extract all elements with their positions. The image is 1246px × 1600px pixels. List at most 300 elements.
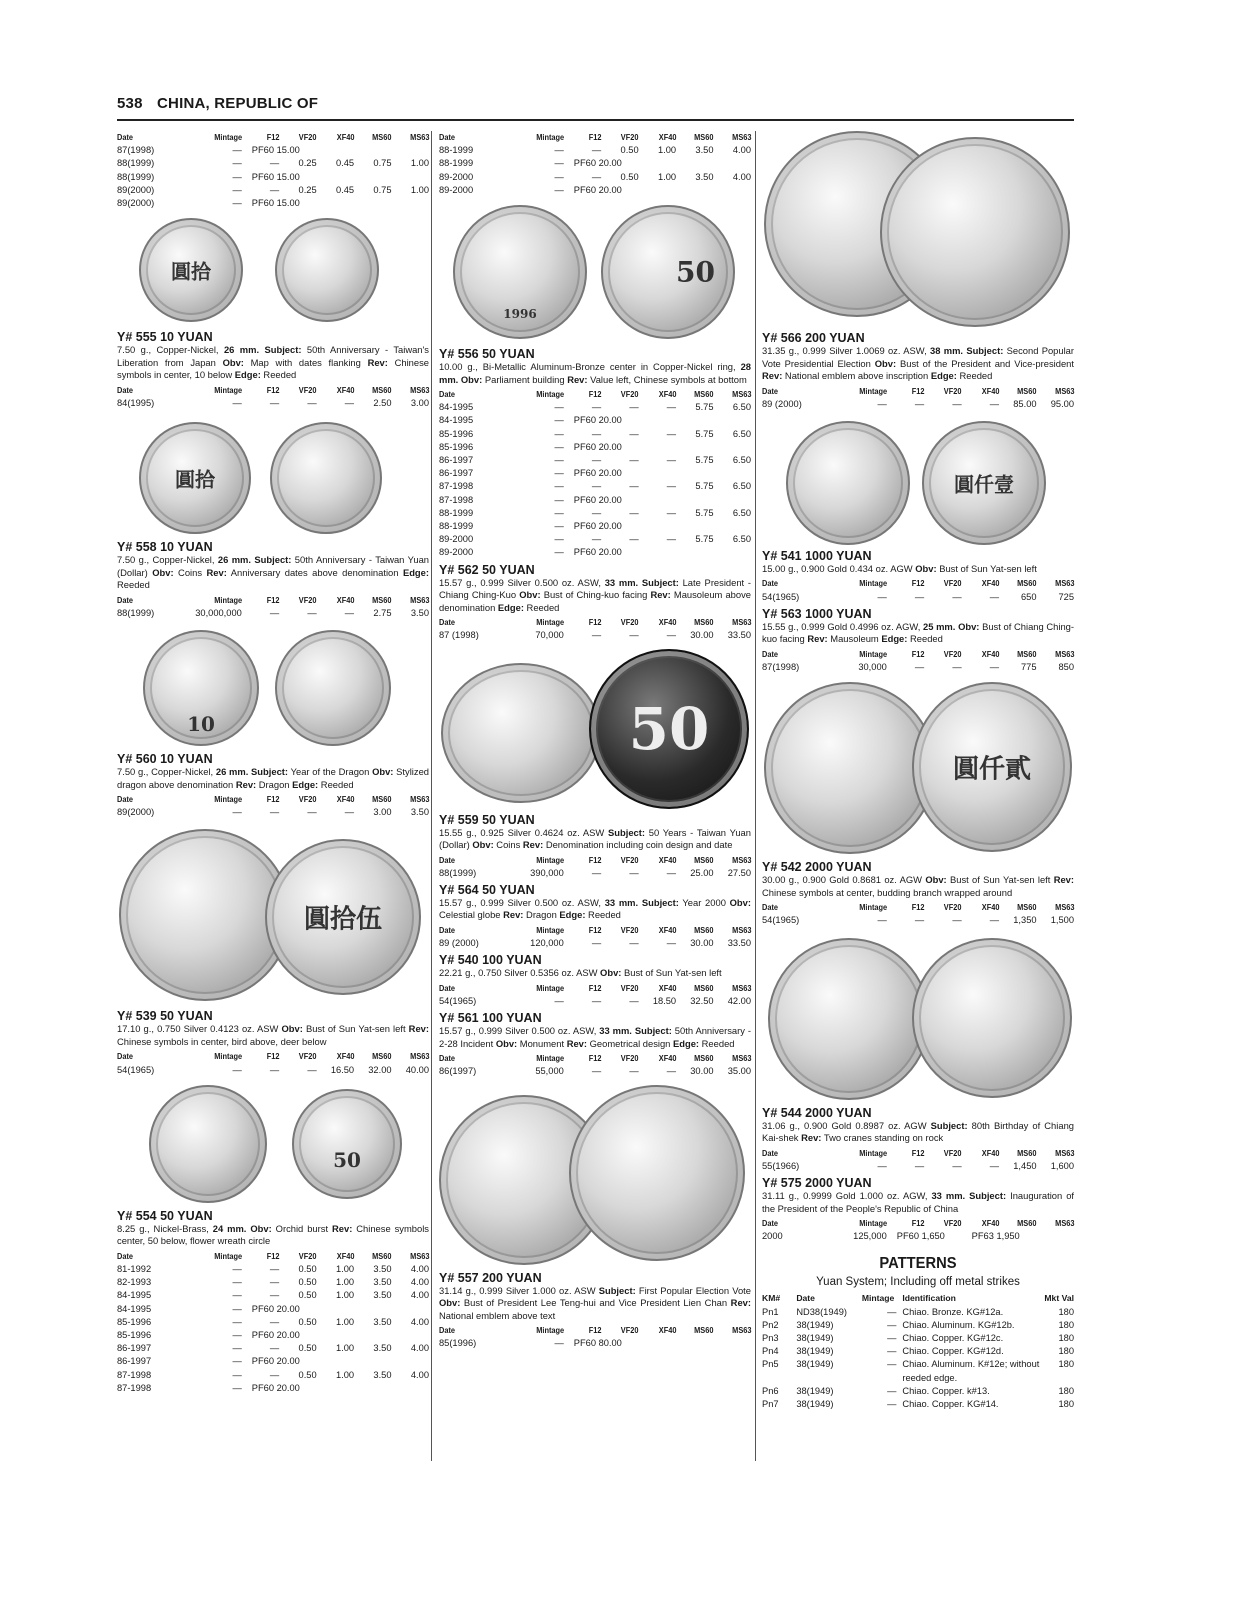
mintage-table [117, 131, 429, 210]
coin-entry-y544 [762, 934, 1074, 1173]
table-cell: 0.25 [298, 158, 317, 169]
entry-title: Y# 555 10 YUAN [117, 330, 213, 345]
table-cell: 3.50 [373, 1277, 392, 1288]
table-cell: 89 (2000) [439, 938, 479, 949]
table-cell: 88-1999 [439, 145, 474, 156]
table-cell: 120,000 [530, 938, 564, 949]
column-header: MS60 [372, 594, 392, 605]
column-header: MS63 [409, 594, 429, 605]
table-cell: 88-1999 [439, 507, 474, 518]
table-row [439, 867, 751, 880]
table-cell: 2.75 [373, 607, 392, 618]
table-cell: 4.00 [732, 145, 751, 156]
table-cell: — [629, 996, 639, 1007]
table-cell: — [554, 481, 564, 492]
column-header: F12 [588, 1325, 602, 1336]
column-header: VF20 [943, 902, 962, 913]
table-cell: 30.00 [690, 630, 714, 641]
table-cell: 55,000 [535, 1066, 564, 1077]
table-row [439, 937, 751, 950]
column-header: F12 [588, 617, 602, 628]
table-cell: 4.00 [410, 1277, 429, 1288]
column-header: XF40 [981, 1218, 1000, 1229]
column-header: XF40 [658, 982, 677, 993]
entry-description: 31.35 g., 0.999 Silver 1.0069 oz. ASW, 38 mm. Subject: Second Popular Vote Presidential Election Obv: Bust of the President and Vice-president Rev: National emblem above inscription Edge: Reeded [762, 345, 1075, 381]
table-row [439, 1065, 751, 1078]
column-header: XF40 [658, 389, 677, 400]
table-cell: 3.50 [373, 1264, 392, 1275]
table-cell: ND38(1949) [796, 1306, 847, 1317]
table-cell: — [232, 1290, 242, 1301]
table-row [762, 1160, 1074, 1173]
table-row [117, 171, 429, 184]
mintage-table [439, 388, 751, 560]
table-cell: — [232, 1264, 242, 1275]
table-cell: — [591, 145, 602, 156]
table-row [762, 1385, 1074, 1398]
column-header: MS60 [372, 384, 392, 395]
column-header: F12 [911, 385, 925, 396]
table-cell: — [307, 607, 317, 618]
column-header: XF40 [336, 594, 355, 605]
column-header: Date [117, 594, 134, 605]
table-cell: — [554, 547, 564, 558]
table-cell: 54(1965) [439, 996, 477, 1007]
mintage-table [117, 793, 429, 819]
table-cell: — [877, 591, 887, 602]
column-header: XF40 [336, 794, 355, 805]
table-cell: 3.50 [695, 145, 714, 156]
table-cell: 32.50 [690, 996, 714, 1007]
column-header: Date [117, 794, 134, 805]
column-header: VF20 [620, 1053, 639, 1064]
column-header: Mintage [213, 794, 242, 805]
table-row [117, 144, 429, 157]
table-cell: — [269, 1369, 280, 1380]
table-cell: — [887, 1333, 897, 1344]
table-cell: — [989, 1160, 1000, 1171]
column-header: VF20 [620, 617, 639, 628]
table-cell: 89 (2000) [762, 398, 802, 409]
table-row [439, 546, 751, 559]
column-header: VF20 [298, 1250, 317, 1261]
coin-photo [439, 203, 751, 343]
column-header: VF20 [620, 132, 639, 142]
column-header: VF20 [298, 594, 317, 605]
table-cell: — [554, 441, 564, 452]
coin-entry-y542 [762, 680, 1074, 927]
table-cell: — [877, 398, 887, 409]
mintage-table [762, 385, 1074, 411]
table-cell: 5.75 [695, 428, 714, 439]
column-header: VF20 [943, 1147, 962, 1158]
table-cell: — [554, 468, 564, 479]
table-cell: 38(1949) [796, 1333, 834, 1344]
table-cell: — [232, 171, 242, 182]
entry-title: Y# 575 2000 YUAN [762, 1176, 872, 1191]
column-header: VF20 [943, 648, 962, 659]
column-header: Date [762, 578, 779, 589]
coin-photo [762, 131, 1074, 327]
table-cell: 88(1999) [439, 867, 477, 878]
table-cell: 30,000,000 [195, 607, 242, 618]
table-cell: — [629, 1066, 639, 1077]
table-cell: 88-1999 [439, 158, 474, 169]
column-header: F12 [911, 578, 925, 589]
column-header: MS63 [731, 617, 751, 628]
table-cell: PF60 20.00 [251, 1356, 300, 1367]
column-header: XF40 [658, 924, 677, 935]
table-cell: — [877, 1160, 887, 1171]
column-header: MS63 [409, 794, 429, 805]
table-row [439, 171, 751, 184]
table-row [439, 454, 751, 467]
table-cell: — [629, 867, 639, 878]
table-cell: 95.00 [1050, 398, 1074, 409]
table-cell: — [591, 1066, 602, 1077]
table-cell: — [232, 807, 242, 818]
entry-title: Y# 539 50 YUAN [117, 1009, 213, 1024]
table-cell: 89-2000 [439, 534, 474, 545]
table-cell: — [629, 534, 639, 545]
table-row [117, 397, 429, 410]
table-cell: 180 [1058, 1306, 1074, 1317]
column-header: Date [117, 384, 134, 395]
mintage-table [117, 1250, 429, 1395]
table-cell: — [914, 398, 925, 409]
table-row [762, 1319, 1074, 1332]
table-cell: 88(1999) [117, 171, 155, 182]
table-row [439, 1337, 751, 1350]
column-header: Identification [902, 1293, 956, 1304]
column-header: MS63 [731, 389, 751, 400]
coin-obverse: 1996 [453, 205, 587, 339]
entry-title: Y# 541 1000 YUAN [762, 548, 872, 563]
column-header: MS60 [1017, 1218, 1037, 1229]
table-cell: — [554, 171, 564, 182]
column-header: F12 [266, 1051, 280, 1062]
column-header: XF40 [981, 578, 1000, 589]
column-header: F12 [266, 794, 280, 805]
mintage-table [439, 616, 751, 642]
table-cell: 5.75 [695, 402, 714, 413]
table-cell: PF60 20.00 [573, 158, 622, 169]
table-cell: — [554, 521, 564, 532]
coin-entry-y557 [439, 1085, 751, 1351]
column-header: MS60 [372, 794, 392, 805]
table-cell: 82-1993 [117, 1277, 152, 1288]
column-divider [755, 131, 756, 1461]
table-cell: — [952, 662, 962, 673]
table-cell: 54(1965) [117, 1064, 155, 1075]
column-header: Date [439, 389, 456, 400]
table-cell: 1.00 [335, 1290, 355, 1301]
table-cell: 6.50 [732, 481, 751, 492]
table-cell: — [989, 915, 1000, 926]
table-cell: — [232, 184, 242, 195]
table-cell: — [666, 1066, 677, 1077]
coin-reverse [275, 218, 379, 322]
column-header: XF40 [336, 1250, 355, 1261]
table-cell: Pn7 [762, 1399, 779, 1410]
table-cell: 1.00 [335, 1343, 355, 1354]
table-cell: PF60 20.00 [573, 494, 622, 505]
column-header: MS60 [694, 132, 714, 142]
column-header: Date [762, 1218, 779, 1229]
column-header: VF20 [943, 1218, 962, 1229]
table-cell: — [269, 1277, 280, 1288]
table-row [439, 428, 751, 441]
column-header: XF40 [658, 1325, 677, 1336]
table-cell: 42.00 [727, 996, 751, 1007]
column-header: F12 [266, 384, 280, 395]
column-header: MS63 [409, 1051, 429, 1062]
column-header: Date [117, 132, 134, 142]
table-cell: — [232, 1303, 242, 1314]
table-cell: Pn4 [762, 1346, 779, 1357]
entry-description: 15.57 g., 0.999 Silver 0.500 oz. ASW, 33 mm. Subject: Late President - Chiang Ching-Kuo Obv: Bust of Ching-kuo facing Rev: Mausoleum above denomination Edge: Reeded [439, 576, 752, 613]
table-cell: — [629, 481, 639, 492]
table-cell: PF60 20.00 [251, 1330, 300, 1341]
table-cell: 54(1965) [762, 915, 800, 926]
table-cell: — [887, 1346, 897, 1357]
column-header: XF40 [981, 1147, 1000, 1158]
table-cell: 180 [1058, 1333, 1074, 1344]
table-cell: 1.00 [657, 145, 677, 156]
table-cell: PF60 15.00 [251, 145, 300, 156]
table-cell: 85-1996 [117, 1316, 152, 1327]
coin-photo [439, 1085, 751, 1267]
column-header: MS63 [731, 854, 751, 865]
table-cell: 33.50 [727, 630, 751, 641]
column-header: Date [439, 617, 456, 628]
mintage-table [439, 1324, 751, 1350]
table-cell: 89-2000 [439, 184, 474, 195]
column-header: XF40 [658, 854, 677, 865]
column-header: MS60 [694, 982, 714, 993]
table-row [439, 629, 751, 642]
table-cell: — [952, 398, 962, 409]
table-cell: PF60 20.00 [573, 468, 622, 479]
table-cell: — [666, 481, 677, 492]
table-cell: 1.00 [335, 1264, 355, 1275]
table-cell: — [232, 158, 242, 169]
coin-obverse [441, 663, 601, 803]
table-cell: 38(1949) [796, 1319, 834, 1330]
table-cell: — [914, 1160, 925, 1171]
table-cell: 27.50 [727, 867, 751, 878]
entry-description: 31.06 g., 0.900 Gold 0.8987 oz. AGW Subject: 80th Birthday of Chiang Kai-shek Rev: Two cranes standing on rock [762, 1119, 1074, 1144]
table-row [439, 467, 751, 480]
table-cell: — [666, 507, 677, 518]
coin-photo [762, 417, 1074, 545]
table-cell: 33.50 [727, 938, 751, 949]
table-cell: 30.00 [690, 938, 714, 949]
column-header: Date [117, 1051, 134, 1062]
column-header: F12 [588, 1053, 602, 1064]
table-cell: PF60 20.00 [573, 184, 622, 195]
coin-obverse [768, 938, 930, 1100]
entry-description: 15.57 g., 0.999 Silver 0.500 oz. ASW, 33 mm. Subject: 50th Anniversary - 2-28 Incident Obv: Monument Rev: Geometrical design Edge: Reeded [439, 1025, 752, 1049]
table-cell: — [307, 397, 317, 408]
table-cell: 3.50 [373, 1343, 392, 1354]
coin-entry-y566 [762, 131, 1074, 411]
table-cell: — [914, 591, 925, 602]
coin-photo [117, 416, 429, 536]
table-cell: 125,000 [853, 1231, 887, 1242]
table-cell: — [554, 145, 564, 156]
table-row [762, 1306, 1074, 1319]
table-cell: Chiao. Aluminum. KG#12b. [902, 1319, 1015, 1330]
table-cell: 89(2000) [117, 807, 155, 818]
table-cell: 2.50 [373, 397, 392, 408]
column-header: XF40 [658, 1053, 677, 1064]
coin-entry-y564 [439, 883, 751, 950]
coin-entry-y562 [439, 563, 751, 643]
table-cell: 3.50 [373, 1290, 392, 1301]
coin-photo [117, 1083, 429, 1205]
table-cell: 6.50 [732, 402, 751, 413]
table-cell: PF60 20.00 [573, 521, 622, 532]
table-cell: 4.00 [410, 1369, 429, 1380]
table-row [439, 157, 751, 170]
coin-entry-y563 [762, 607, 1074, 674]
table-cell: — [232, 1382, 242, 1393]
table-cell: Pn5 [762, 1359, 779, 1370]
table-cell: 725 [1058, 591, 1074, 602]
table-cell: 650 [1021, 591, 1037, 602]
column-header: F12 [588, 924, 602, 935]
table-cell: — [269, 807, 280, 818]
table-cell: 88(1999) [117, 158, 155, 169]
table-cell: 0.50 [298, 1316, 317, 1327]
table-cell: — [554, 402, 564, 413]
column-header: MS60 [694, 854, 714, 865]
column-header: Mintage [861, 1293, 895, 1304]
running-head [117, 95, 1074, 121]
column-header: Mintage [535, 924, 564, 935]
column-header: MS60 [1017, 385, 1037, 396]
column-header: XF40 [658, 617, 677, 628]
entry-description: 10.00 g., Bi-Metallic Aluminum-Bronze center in Copper-Nickel ring, 28 mm. Obv: Parliament building Rev: Value left, Chinese symbols at bottom [439, 361, 751, 385]
patterns-table [762, 1292, 1074, 1411]
column-header: VF20 [620, 854, 639, 865]
coin-entry-y556 [439, 203, 751, 560]
column-header: Date [439, 924, 456, 935]
mintage-table [762, 901, 1074, 927]
column-header: Date [762, 385, 779, 396]
table-cell: — [269, 1290, 280, 1301]
coin-obverse [149, 1085, 267, 1203]
column-header: F12 [588, 389, 602, 400]
mintage-table [439, 982, 751, 1008]
coin-photo [762, 934, 1074, 1102]
table-cell: 86-1997 [439, 455, 474, 466]
table-cell: 18.50 [652, 996, 677, 1007]
table-cell: — [232, 397, 242, 408]
column-header: MS60 [694, 617, 714, 628]
coin-entry-y560 [117, 626, 429, 819]
column-header: F12 [588, 854, 602, 865]
table-cell: — [232, 1277, 242, 1288]
table-row [439, 441, 751, 454]
table-cell: — [232, 1343, 242, 1354]
table-cell: PF60 1,650 [896, 1231, 945, 1242]
table-cell: 3.50 [695, 171, 714, 182]
column-header: Date [762, 648, 779, 659]
table-cell: — [554, 158, 564, 169]
table-cell: — [269, 1343, 280, 1354]
table-cell: 6.50 [732, 455, 751, 466]
table-cell: 0.50 [620, 145, 639, 156]
column-header: KM# [762, 1293, 781, 1304]
table-cell: PF60 20.00 [251, 1382, 300, 1393]
table-cell: — [666, 428, 677, 439]
column-header: Mintage [858, 902, 887, 913]
table-cell: 5.75 [695, 455, 714, 466]
entry-title: Y# 562 50 YUAN [439, 562, 535, 577]
column-header: VF20 [943, 578, 962, 589]
column-3 [762, 131, 1074, 1411]
table-row [117, 1342, 429, 1355]
table-row [762, 1332, 1074, 1345]
column-header: MS63 [409, 132, 429, 142]
table-cell: 87-1998 [117, 1382, 152, 1393]
running-head-title: CHINA, REPUBLIC OF [157, 95, 319, 112]
table-row [117, 1263, 429, 1276]
table-cell: 180 [1058, 1319, 1074, 1330]
mintage-table [117, 594, 429, 620]
column-header: MS63 [1054, 648, 1074, 659]
table-cell: 35.00 [727, 1066, 751, 1077]
table-cell: — [629, 428, 639, 439]
table-cell: 87-1998 [439, 494, 474, 505]
table-cell: 85.00 [1013, 398, 1037, 409]
coin-photo [117, 626, 429, 748]
table-row [117, 806, 429, 819]
coin-obverse: 圓拾 [139, 422, 251, 534]
entry-title: Y# 566 200 YUAN [762, 331, 865, 345]
table-cell: 3.50 [373, 1316, 392, 1327]
table-cell: Chiao. Copper. k#13. [902, 1385, 990, 1396]
column-header: VF20 [298, 794, 317, 805]
table-cell: 1.00 [410, 158, 429, 169]
coin-reverse: 50 [292, 1089, 402, 1199]
column-header: Mintage [535, 1053, 564, 1064]
table-cell: — [629, 507, 639, 518]
entry-title: Y# 559 50 YUAN [439, 812, 535, 827]
table-cell: 4.00 [732, 171, 751, 182]
column-header: MS63 [1054, 578, 1074, 589]
table-cell: 0.45 [335, 158, 355, 169]
table-cell: 55(1966) [762, 1160, 800, 1171]
table-cell: 86-1997 [117, 1356, 152, 1367]
table-cell: 3.50 [373, 1369, 392, 1380]
column-header: VF20 [620, 982, 639, 993]
entry-description: 7.50 g., Copper-Nickel, 26 mm. Subject: 50th Anniversary - Taiwan's Liberation from Japan Obv: Map with dates flanking Rev: Chinese symbols in center, 10 below Edge: Reeded [117, 344, 429, 381]
entry-title: Y# 540 100 YUAN [439, 953, 542, 968]
column-1 [117, 131, 429, 1395]
table-cell: — [989, 591, 1000, 602]
mintage-table [117, 1050, 429, 1076]
column-header: MS60 [694, 1053, 714, 1064]
table-cell: 180 [1058, 1346, 1074, 1357]
column-header: MS60 [694, 924, 714, 935]
table-cell: — [269, 607, 280, 618]
column-header: VF20 [943, 385, 962, 396]
column-header: Mintage [535, 132, 564, 142]
column-header: F12 [588, 132, 602, 142]
